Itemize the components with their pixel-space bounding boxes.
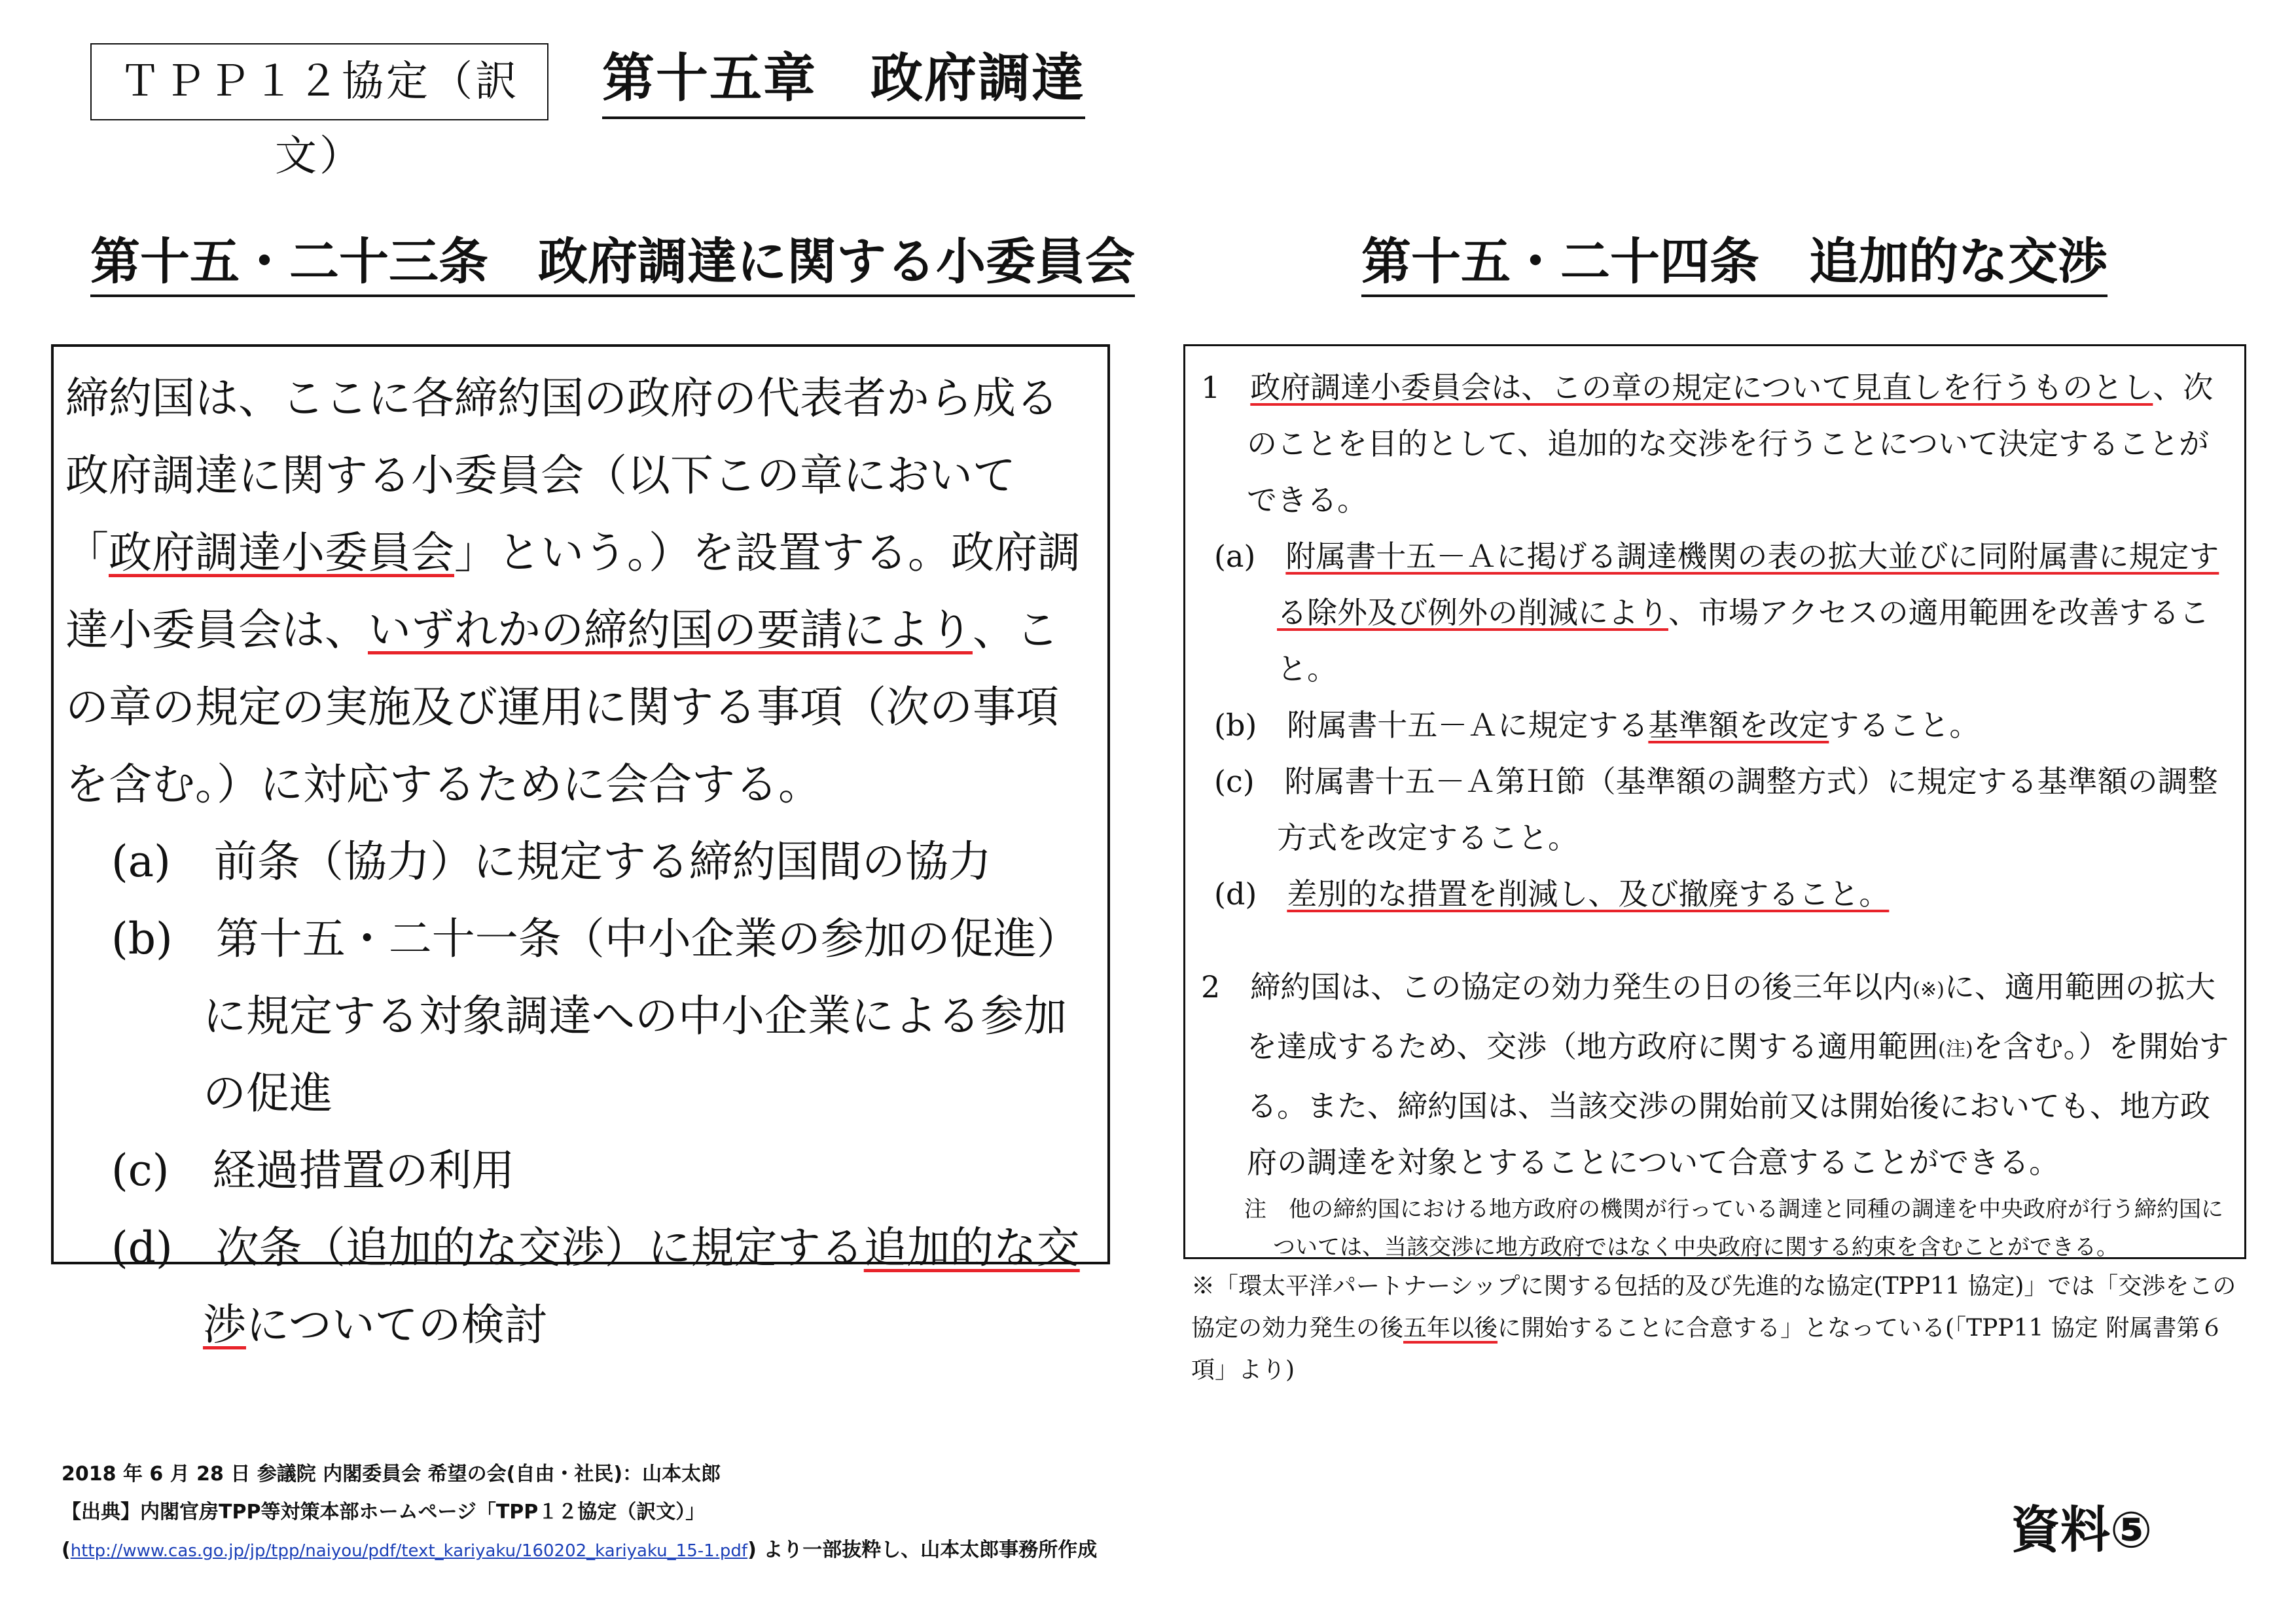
item-mark: (a) — [1214, 539, 1256, 574]
article-23-item — [65, 901, 1098, 1132]
highlight-committee-name: 政府調達小委員会 — [109, 527, 454, 578]
article-23-item — [65, 1132, 1098, 1209]
spacer — [1201, 922, 2230, 959]
close-paren: ) — [747, 1539, 757, 1561]
document-label: ＴＰＰ１２協定（訳文） — [90, 43, 548, 120]
tpp11-footnote — [1191, 1266, 2238, 1391]
article-24-paragraph-1 — [1201, 359, 2230, 528]
item-mark: (b) — [111, 914, 173, 964]
highlight-review: 政府調達小委員会は、この章の規定について見直しを行うものとし — [1250, 370, 2153, 405]
article-24-note: 注 他の締約国における地方政府の機関が行っている調達と同種の調達を中央政府が行う締約国については、当該交渉に地方政府ではなく中央政府に関する約束を含むことができる。 — [1244, 1196, 2223, 1260]
item-mark: (d) — [1214, 876, 1257, 912]
note-mark: (注) — [1938, 1038, 1973, 1061]
highlight-expansion: 附属書十五－Ａに掲げる調達機関の表の拡大並びに同附属書に規定する除外及び例外の削減により — [1277, 539, 2219, 630]
article-23-item-list — [65, 823, 1098, 1209]
open-paren: ( — [62, 1539, 71, 1561]
paragraph-number: 1 — [1201, 370, 1221, 405]
highlight-request: いずれかの締約国の要請により — [368, 605, 973, 655]
article-23-item-d — [65, 1209, 1098, 1364]
article-23-box — [51, 344, 1110, 1350]
chapter-title: 第十五章 政府調達 — [602, 42, 1085, 119]
article-24-item-d — [1214, 866, 2230, 922]
highlight-additional-negotiation: 追加的な交渉 — [203, 1222, 1080, 1350]
document-number: 資料⑤ — [2011, 1501, 2153, 1559]
footer-source-line: 【出典】内閣官房TPP等対策本部ホームページ「TPP１２協定（訳文）」 — [62, 1501, 706, 1524]
highlight-threshold: 基準額を改定 — [1648, 707, 1829, 743]
paragraph-text: 、次のことを目的として、追加的な交渉を行うことについて決定することができる。 — [1247, 370, 2214, 518]
paragraph-text: に、適用範囲の拡大を達成するため、交渉（地方政府に関する適用範囲 — [1247, 969, 2215, 1064]
article-23-title: 第十五・二十三条 政府調達に関する小委員会 — [90, 229, 1135, 297]
paragraph-text: 締約国は、ここに各締約国の政府の代表者から成る政府調達に関する小委員会（以下この章において「 — [65, 373, 1059, 578]
item-text: 附属書十五－Ａ第Ｈ節（基準額の調整方式）に規定する基準額の調整方式を改定すること。 — [1277, 764, 2218, 855]
footnote-text: に開始することに合意する」となっている(「TPP11 協定 附属書第６項」より) — [1191, 1315, 2224, 1383]
item-text: 経過措置の利用 — [212, 1145, 515, 1196]
item-mark: (b) — [1214, 707, 1257, 743]
article-24-item-b — [1214, 697, 2230, 753]
item-mark: (c) — [111, 1145, 170, 1196]
item-mark: (a) — [111, 836, 171, 887]
footer-source — [62, 1455, 1097, 1570]
article-24-item-c — [1214, 753, 2230, 866]
article-24-box — [1183, 344, 2246, 1259]
paragraph-text: 」という。）を設置する。政府調達小委員会は、 — [65, 527, 1081, 655]
article-23-item — [65, 823, 1098, 901]
paragraph-text: を含む。）を開始する。また、締約国は、当該交渉の開始前又は開始後においても、地方政府の調達を対象とすることについて合意することができる。 — [1247, 1029, 2229, 1180]
item-text: 次条（追加的な交渉）に規定する — [215, 1222, 864, 1273]
article-24-title: 第十五・二十四条 追加的な交渉 — [1361, 229, 2108, 297]
item-mark: (c) — [1214, 764, 1255, 799]
highlight-five-years: 五年以後 — [1403, 1315, 1498, 1342]
footnote-text: ※「環太平洋パートナーシップに関する包括的及び先進的な協定(TPP11 協定)」では「交渉をこの協定の効力発生の後 — [1191, 1273, 2236, 1342]
article-24-paragraph-2 — [1201, 959, 2230, 1190]
footer-date-line: 2018 年 6 月 28 日 参議院 内閣委員会 希望の会(自由・社民)：山本太郎 — [62, 1463, 721, 1486]
article-24-item-a — [1214, 528, 2230, 697]
source-link[interactable]: http://www.cas.go.jp/jp/tpp/naiyou/pdf/text_kariyaku/160202_kariyaku_15-1.pdf — [70, 1541, 748, 1561]
footer-link-line — [62, 1531, 1097, 1570]
item-text: 第十五・二十一条（中小企業の参加の促進）に規定する対象調達への中小企業による参加の促進 — [203, 914, 1080, 1118]
item-text: 附属書十五－Ａに規定する — [1287, 707, 1649, 743]
highlight-discrimination: 差別的な措置を削減し、及び撤廃すること。 — [1287, 876, 1890, 912]
item-text: すること。 — [1829, 707, 1980, 743]
article-23-paragraph — [65, 360, 1098, 823]
footer-suffix: より一部抜粋し、山本太郎事務所作成 — [763, 1539, 1098, 1561]
item-text: 、市場アクセスの適用範囲を改善すること。 — [1277, 595, 2210, 687]
item-text: についての検討 — [246, 1300, 548, 1350]
paragraph-number: 2 — [1201, 969, 1221, 1005]
paragraph-text: 締約国は、この協定の効力発生の日の後三年以内 — [1250, 969, 1913, 1005]
paragraph-text: 、この章の規定の実施及び運用に関する事項（次の事項を含む。）に対応するために会合する。 — [65, 605, 1059, 810]
item-mark: (d) — [111, 1222, 173, 1273]
reference-mark: (※) — [1912, 978, 1945, 1001]
item-text: 前条（協力）に規定する締約国間の協力 — [213, 836, 992, 887]
